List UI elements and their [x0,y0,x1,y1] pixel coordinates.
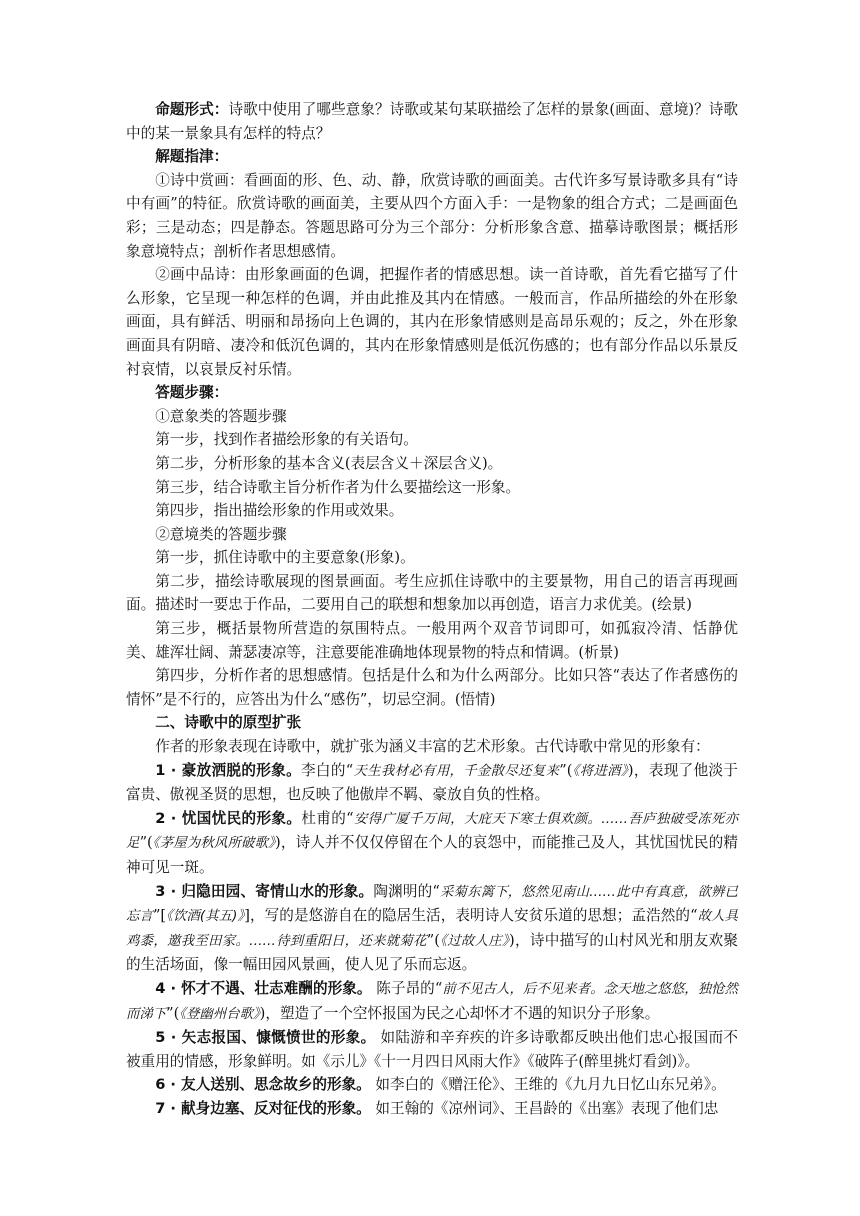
image-type-6: 6 · 友人送别、思念故乡的形象。 如李白的《赠汪伦》、王维的《九月九日忆山东兄弟》。 [155,1076,726,1094]
guide-paragraph-2: ②画中品诗：由形象画面的色调，把握作者的情感思想。读一首诗歌，首先看它描写了什么形象，它呈现一种怎样的色调，并由此推及其内在情感。一般而言，作品所描绘的外在形象画面，具有鲜活、明丽和昂扬向上色调的，其内在形象情感则是高昂乐观的；反之，外在形象画面具有阴暗、凄冷和低沉色调的，其内在形象情感则是低沉伤感的；也有部分作品以乐景反衬哀情，以哀景反衬乐情。 [126,266,738,378]
imagery-step-2: 第二步，分析形象的基本含义(表层含义＋深层含义)。 [155,454,503,472]
question-form-label: 命题形式： [155,101,229,118]
image-type-1: 1 · 豪放洒脱的形象。李白的“天生我材必有用，千金散尽还复来”(《将进酒》)，表现了他淡于富贵、傲视圣贤的思想，也反映了他傲岸不羁、豪放自负的性格。 [126,761,738,804]
mood-step-1: 第一步，抓住诗歌中的主要意象(形象)。 [155,549,415,567]
mood-step-4: 第四步，分析作者的思想感情。包括是什么和为什么两部分。比如只答“表达了作者感伤的情怀”是不行的，应答出为什么“感伤”，切忌空洞。(悟情) [126,667,738,708]
section-2-heading: 二、诗歌中的原型扩张 [155,714,302,732]
image-type-3: 3 · 归隐田园、寄情山水的形象。陶渊明的“采菊东篱下，悠然见南山……此中有真意，欲辨已忘言”[《饮酒(其五)》]，写的是悠游自在的隐居生活，表明诗人安贫乐道的思想；孟浩然的“故人具鸡黍，邀我至田家。……待到重阳日，还来就菊花”(《过故人庄》)，诗中描写的山村风光和朋友欢聚的生活场面，像一幅田园风景画，使人见了乐而忘返。 [126,882,738,974]
image-type-4: 4 · 怀才不遇、壮志难酬的形象。 陈子昂的“前不见古人，后不见来者。念天地之悠悠，独怆然而涕下”(《登幽州台歌》)，塑造了一个空怀报国为民之心却怀才不遇的知识分子形象。 [126,979,738,1022]
image-type-7: 7 · 献身边塞、反对征伐的形象。 如王翰的《凉州词》、王昌龄的《出塞》表现了他们忠 [155,1099,719,1117]
mood-steps-title: ②意境类的答题步骤 [155,525,287,543]
imagery-step-1: 第一步，找到作者描绘形象的有关语句。 [155,431,418,449]
image-type-5: 5 · 矢志报国、慷慨愤世的形象。 如陆游和辛弃疾的许多诗歌都反映出他们忠心报国而不被重用的情感，形象鲜明。如《示儿》《十一月四日风雨大作》《破阵子(醉里挑灯看剑)》。 [126,1029,738,1070]
document-body [126,98,738,1121]
section-2-intro: 作者的形象表现在诗歌中，就扩张为涵义丰富的艺术形象。古代诗歌中常见的形象有： [155,738,710,756]
image-type-2: 2 · 忧国忧民的形象。杜甫的“安得广厦千万间，大庇天下寒士俱欢颜。……吾庐独破受冻死亦足”(《茅屋为秋风所破歌》)，诗人并不仅仅停留在个人的哀怨中，而能推己及人，其忧国忧民的精神可见一斑。 [126,809,739,876]
solving-guide-heading: 解题指津： [155,148,229,166]
answer-steps-heading: 答题步骤： [155,384,229,402]
imagery-step-3: 第三步，结合诗歌主旨分析作者为什么要描绘这一形象。 [155,478,521,496]
mood-step-2: 第二步，描绘诗歌展现的图景画面。考生应抓住诗歌中的主要景物，用自己的语言再现画面。描述时一要忠于作品，二要用自己的联想和想象加以再创造，语言力求优美。(绘景) [126,572,738,614]
imagery-steps-title: ①意象类的答题步骤 [155,407,287,425]
mood-step-3: 第三步，概括景物所营造的氛围特点。一般用两个双音节词即可，如孤寂冷清、恬静优美、雄浑壮阔、萧瑟凄凉等，注意要能准确地体现景物的特点和情调。(析景) [126,620,738,661]
question-form-paragraph: 命题形式：诗歌中使用了哪些意象？诗歌或某句某联描绘了怎样的景象(画面、意境)？诗歌中的某一景象具有怎样的特点？ [126,101,738,142]
guide-paragraph-1: ①诗中赏画：看画面的形、色、动、静，欣赏诗歌的画面美。古代许多写景诗歌多具有“诗中有画”的特征。欣赏诗歌的画面美，主要从四个方面入手：一是物象的组合方式；二是画面色彩；三是动态；四是静态。答题思路可分为三个部分：分析形象含意、描摹诗歌图景；概括形象意境特点；剖析作者思想感情。 [126,171,738,260]
imagery-step-4: 第四步，指出描绘形象的作用或效果。 [155,502,404,520]
